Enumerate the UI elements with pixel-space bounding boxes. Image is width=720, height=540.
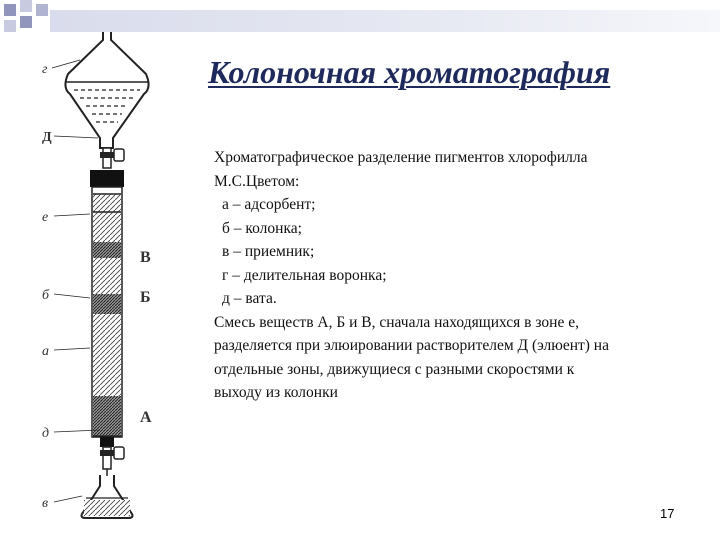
legend-item-d: д – вата. (222, 290, 277, 307)
body-line: отдельные зоны, движущиеся с разными скоростями к (214, 360, 575, 378)
body-line: Хроматографическое разделение пигментов хлорофилла (214, 149, 588, 166)
label-e: е (42, 210, 49, 225)
receiver-flask (82, 475, 133, 518)
body-line: выходу из колонки (214, 384, 338, 401)
separatory-funnel (65, 32, 148, 148)
body-line: Смесь веществ А, Б и В, сначала находящихся в зоне е, (214, 313, 579, 331)
decorative-header-band (50, 10, 720, 32)
label-B: Б (140, 289, 151, 306)
label-D: Д (42, 130, 52, 145)
legend-item-a: а – адсорбент; (222, 196, 316, 213)
column (90, 170, 124, 437)
legend-item-v: в – приемник; (222, 243, 315, 260)
stopcock-bottom (100, 437, 124, 476)
label-g: г (42, 62, 48, 77)
label-V: В (140, 249, 151, 266)
chromatography-column-diagram (40, 30, 200, 520)
body-line: М.С.Цветом: (214, 172, 300, 190)
label-a: а (42, 344, 49, 359)
label-d: д (42, 426, 50, 441)
label-A: А (140, 409, 152, 426)
slide-title: Колоночная хроматография (208, 54, 611, 90)
slide-body-text (214, 146, 694, 405)
page-number: 17 (660, 506, 675, 521)
legend-item-b: б – колонка; (222, 219, 302, 237)
stopcock-top (100, 148, 124, 168)
legend-item-g: г – делительная воронка; (222, 266, 387, 284)
label-b: б (42, 288, 50, 303)
body-line: разделяется при элюировании растворителем Д (элюент) на (214, 337, 609, 354)
label-v: в (42, 496, 49, 511)
